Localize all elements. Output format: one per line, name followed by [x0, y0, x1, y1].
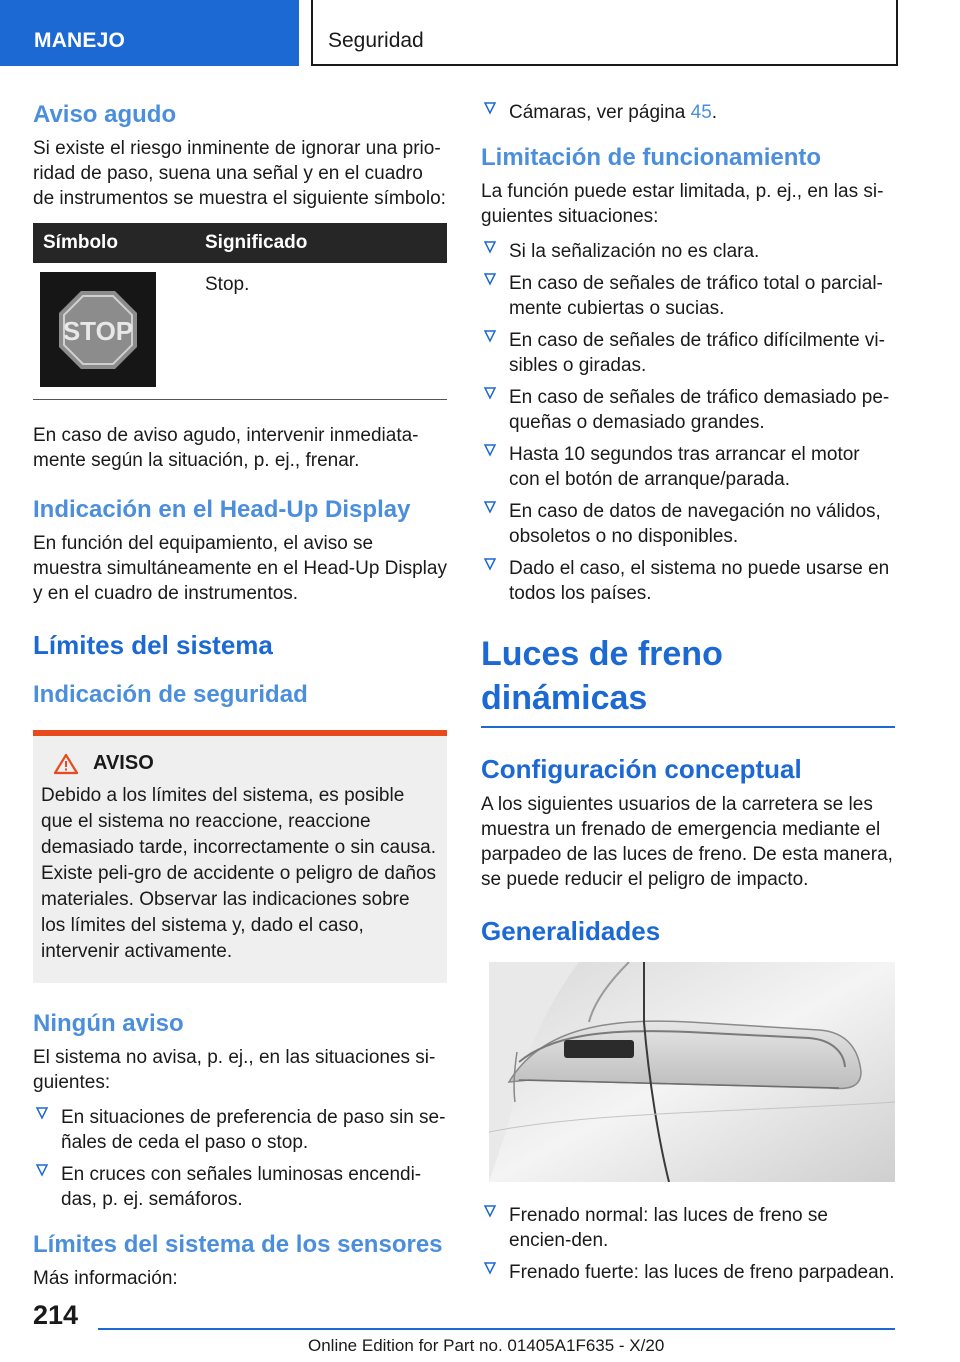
heading-sensores: Límites del sistema de los sensores	[33, 1231, 443, 1258]
list-item: En situaciones de preferencia de paso sin se-ñales de ceda el paso o stop.	[33, 1105, 447, 1155]
table-row	[33, 263, 447, 400]
heading-ningun-aviso: Ningún aviso	[33, 1010, 184, 1037]
list-item: Cámaras, ver página 45.	[481, 100, 895, 125]
heading-luces-freno: Luces de freno dinámicas	[481, 635, 723, 717]
ningun-aviso-text: El sistema no avisa, p. ej., en las situaciones si-guientes:	[33, 1047, 436, 1093]
page-link[interactable]: 45	[690, 102, 712, 123]
chapter-title: Seguridad	[328, 29, 424, 52]
bullet-arrow-icon	[483, 240, 497, 254]
warning-title	[41, 752, 437, 775]
symbol-table	[33, 223, 447, 400]
bullet-arrow-icon	[35, 1163, 49, 1177]
heading-safety: Indicación de seguridad	[33, 681, 308, 708]
heading-aviso-agudo: Aviso agudo	[33, 101, 177, 128]
limitacion-list	[481, 239, 895, 606]
section-tab	[0, 0, 299, 66]
bullet-arrow-icon	[483, 557, 497, 571]
heading-generalidades: Generalidades	[481, 916, 661, 946]
warning-triangle-icon	[53, 753, 79, 775]
list-item: Si la señalización no es clara.	[481, 239, 895, 264]
ningun-aviso-list	[33, 1105, 447, 1212]
warning-box	[33, 730, 447, 983]
meaning-cell: Stop.	[205, 274, 250, 295]
stop-sign-icon	[40, 272, 156, 387]
bullet-arrow-icon	[483, 500, 497, 514]
list-item: En caso de datos de navegación no válidos, obsoletos o no disponibles.	[481, 499, 895, 549]
heading-hud: Indicación en el Head-Up Display	[33, 496, 411, 523]
after-table-text: En caso de aviso agudo, intervenir inmediata-mente según la situación, p. ej., frenar.	[33, 425, 419, 471]
symbol-table-header	[33, 223, 447, 263]
hud-text: En función del equipamiento, el aviso se muestra simultáneamente en el Head-Up Display y en el cuadro de instrumentos.	[33, 533, 447, 604]
camaras-list	[481, 100, 895, 125]
list-item: Hasta 10 segundos tras arrancar el motor con el botón de arranque/parada.	[481, 442, 895, 492]
bullet-arrow-icon	[483, 272, 497, 286]
bullet-arrow-icon	[483, 386, 497, 400]
bullet-arrow-icon	[483, 1261, 497, 1275]
chapter-tab	[311, 0, 898, 66]
bullet-arrow-icon	[483, 443, 497, 457]
column-symbol: Símbolo	[43, 232, 118, 253]
list-item: Dado el caso, el sistema no puede usarse en todos los países.	[481, 556, 895, 606]
limitacion-text: La función puede estar limitada, p. ej., en las si-guientes situaciones:	[481, 181, 884, 227]
bullet-arrow-icon	[483, 329, 497, 343]
list-item: En caso de señales de tráfico demasiado pe-queñas o demasiado grandes.	[481, 385, 895, 435]
heading-limits: Límites del sistema	[33, 630, 273, 660]
sensores-text: Más información:	[33, 1268, 178, 1289]
edition-text: Online Edition for Part no. 01405A1F635 - X/20	[308, 1336, 665, 1355]
list-item: Frenado normal: las luces de freno se encien-den.	[481, 1203, 895, 1253]
list-item: En cruces con señales luminosas encendi-das, p. ej. semáforos.	[33, 1162, 447, 1212]
heading-limitacion: Limitación de funcionamiento	[481, 144, 822, 171]
warning-label: AVISO	[93, 752, 154, 774]
page-number: 214	[33, 1300, 79, 1330]
bullet-arrow-icon	[483, 1204, 497, 1218]
footer-rule	[98, 1328, 895, 1330]
list-item: En caso de señales de tráfico difícilmente vi-sibles o giradas.	[481, 328, 895, 378]
left-column	[33, 100, 447, 1291]
list-item: En caso de señales de tráfico total o parcial-mente cubiertas o sucias.	[481, 271, 895, 321]
bullet-arrow-icon	[35, 1106, 49, 1120]
bullet-arrow-icon	[483, 101, 497, 115]
list-item: Frenado fuerte: las luces de freno parpadean.	[481, 1260, 895, 1285]
column-meaning: Significado	[205, 232, 308, 253]
heading-config: Configuración conceptual	[481, 754, 802, 784]
aviso-agudo-text: Si existe el riesgo inminente de ignorar una prio-ridad de paso, suena una señal y en el cuadro de instrumentos se muestra el siguiente símbolo:	[33, 138, 446, 209]
brake-light-image	[489, 962, 895, 1182]
right-column	[481, 100, 895, 1292]
stop-sign-text: STOP	[62, 315, 134, 346]
warning-text: Debido a los límites del sistema, es posible que el sistema no reaccione, reaccione demasiado tarde, incorrectamente o sin causa. Existe peli-gro de accidente o peligro de daños materiales. Observar las indicaciones sobre los límites del sistema y, dado el caso, intervenir activamente.	[41, 785, 437, 962]
generalidades-list	[481, 1203, 895, 1285]
section-label: MANEJO	[34, 29, 126, 52]
heading-rule	[481, 726, 895, 728]
config-text: A los siguientes usuarios de la carretera se les muestra un frenado de emergencia mediante el parpadeo de las luces de freno. De esta manera, se puede reducir el peligro de impacto.	[481, 794, 893, 890]
